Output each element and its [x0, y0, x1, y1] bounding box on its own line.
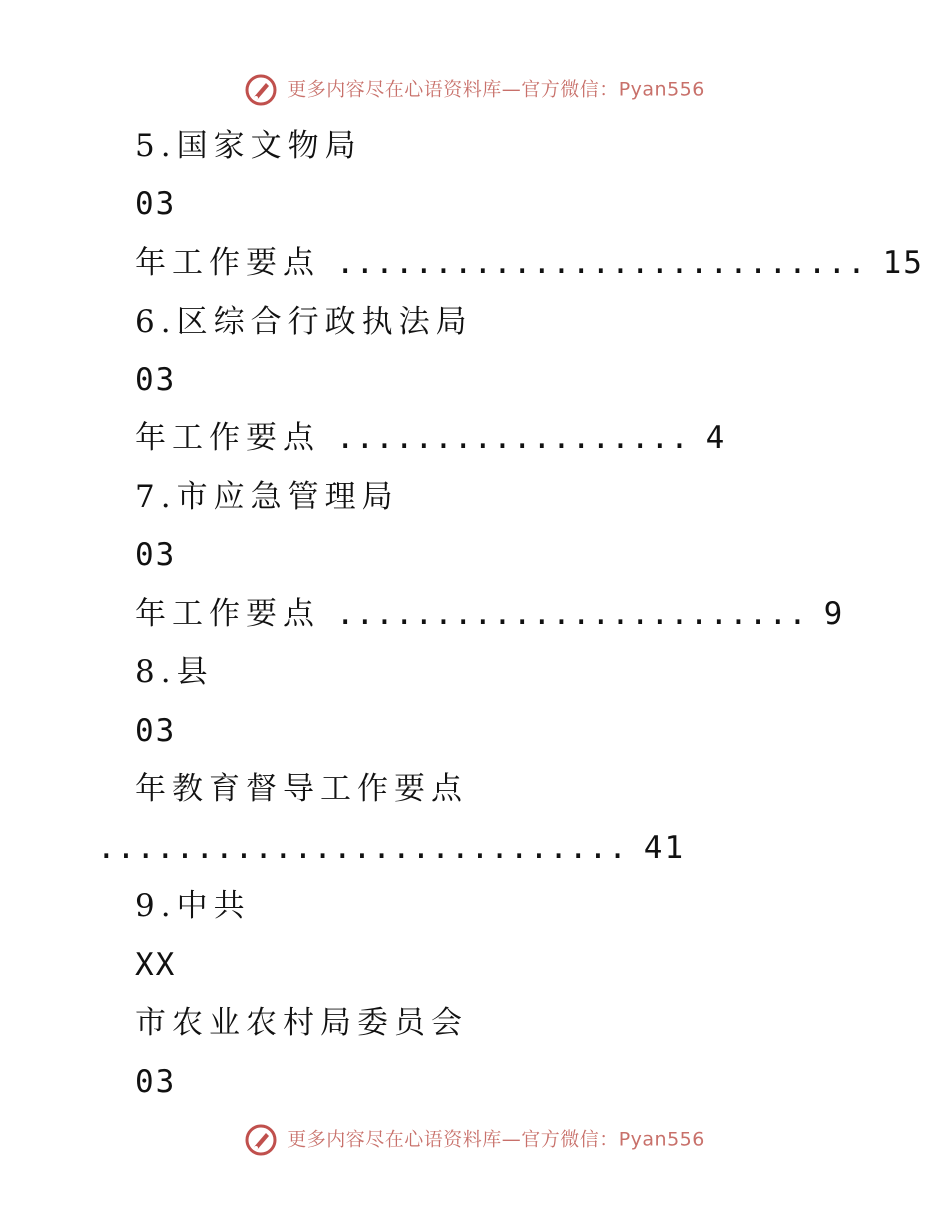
toc-page-number: 41 [643, 830, 686, 866]
toc-entry-title: 9.中共 [135, 888, 251, 924]
toc-entry-title: 市农业农村局委员会 [135, 1005, 468, 1041]
toc-entry-with-page: 年工作要点 .................. 4 [135, 420, 727, 456]
toc-entry-title: 7.市应急管理局 [135, 479, 399, 515]
watermark-header [0, 72, 950, 106]
watermark-text: 更多内容尽在心语资料库—官方微信：Pyan556 [287, 78, 705, 101]
pen-logo-icon [245, 1124, 277, 1156]
toc-dot-leader: ........................... [335, 245, 867, 281]
toc-entry-year: 03 [135, 713, 177, 749]
toc-entry-year: 03 [135, 1064, 177, 1100]
toc-entry-year: 03 [135, 186, 177, 222]
toc-entry-year: 03 [135, 362, 177, 398]
toc-dot-leader: ........................ [335, 596, 808, 632]
toc-entry-with-page: 年工作要点 ........................ 9 [135, 596, 845, 632]
toc-entry-with-page [97, 828, 685, 868]
toc-entry-title: 5.国家文物局 [135, 128, 362, 164]
toc-page-number: 9 [823, 596, 845, 632]
toc-entry-with-page: 年工作要点 ........................... 15 [135, 245, 924, 281]
toc-entry-title: 8.县 [135, 654, 214, 690]
pen-logo-icon [245, 74, 277, 106]
toc-entry-year: 03 [135, 537, 177, 573]
toc-dot-leader: .................. [335, 420, 690, 456]
toc-page-number: 4 [705, 420, 727, 456]
toc-entry-title: 年教育督导工作要点 [135, 771, 468, 807]
watermark-footer [0, 1122, 950, 1156]
toc-page-number: 15 [882, 245, 924, 281]
toc-entry-title: 6.区综合行政执法局 [135, 304, 473, 340]
toc-dot-leader: ........................... [97, 830, 628, 866]
toc-entry-code: XX [135, 947, 177, 983]
watermark-text: 更多内容尽在心语资料库—官方微信：Pyan556 [287, 1128, 705, 1151]
